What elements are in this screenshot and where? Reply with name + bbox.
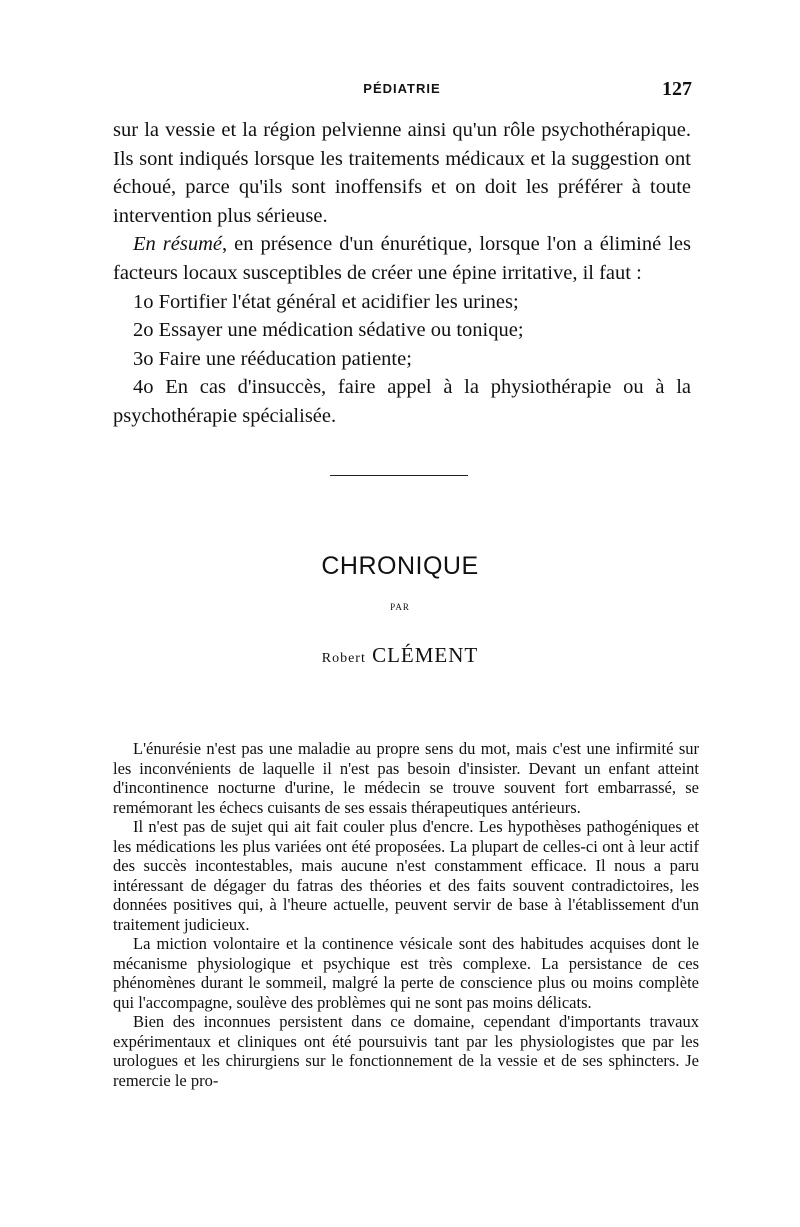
author-last-name: CLÉMENT — [372, 643, 479, 667]
section-divider — [330, 475, 468, 476]
continued-text — [113, 116, 691, 431]
body-paragraph-4: Bien des inconnues persistent dans ce domaine, cependant d'importants travaux expérimentaux et cliniques ont été poursuivis tant par les physiologistes que par les urologues et les chirurgiens sur le fonctionnement de la vessie et de ses sphincters. Je remercie le pro- — [113, 1012, 699, 1090]
summary-text: , en présence d'un énurétique, lorsque l'on a éliminé les facteurs locaux susceptibles de créer une épine irritative, il faut : — [113, 233, 691, 284]
running-title: PÉDIATRIE — [363, 81, 441, 96]
running-header — [112, 78, 692, 98]
list-item-1: 1o Fortifier l'état général et acidifier les urines; — [133, 290, 519, 313]
paragraph-summary — [113, 230, 691, 287]
list-item-3: 3o Faire une rééducation patiente; — [133, 347, 412, 370]
body-paragraph-3: La miction volontaire et la continence vésicale sont des habitudes acquises dont le mécanisme physiologique et psychique est très complexe. La persistance de ces phénomènes durant le sommeil, malgré la perte de conscience plus ou moins complète qui l'accompagne, soulève des problèmes qui ne sont pas moins délicats. — [113, 934, 699, 1012]
list-item-4: 4o En cas d'insuccès, faire appel à la physiothérapie ou à la psychothérapie spécialisée. — [113, 376, 691, 427]
summary-label: En résumé — [133, 233, 222, 256]
author-first-name: Robert — [321, 651, 366, 666]
section-title: CHRONIQUE — [321, 552, 479, 580]
body-paragraph-2: Il n'est pas de sujet qui ait fait couler plus d'encre. Les hypothèses pathogéniques et les médications les plus variées ont été proposées. La plupart de celles-ci ont à leur actif des succès incontestables, mais aucune n'est constamment efficace. Il nous a paru intéressant de dégager du fatras des théories et des faits souvent contradictoires, les données positives qui, à l'heure actuelle, peuvent servir de base à l'établissement d'un traitement judicieux. — [113, 817, 699, 934]
paragraph-continued: sur la vessie et la région pelvienne ainsi qu'un rôle psychothérapique. Ils sont indiqués lorsque les traitements médicaux et la suggestion ont échoué, parce qu'ils sont inoffensifs et on doit les préférer à toute intervention plus sérieuse. — [113, 119, 691, 227]
page-number: 127 — [662, 78, 692, 100]
list-item-2: 2o Essayer une médication sédative ou tonique; — [133, 319, 524, 342]
author-name — [0, 643, 800, 668]
body-paragraph-1: L'énurésie n'est pas une maladie au propre sens du mot, mais c'est une infirmité sur les inconvénients de laquelle il n'est pas besoin d'insister. Devant un enfant atteint d'incontinence nocturne d'urine, le médecin se trouve souvent fort embarrassé, se remémorant les échecs cuisants de ses essais thérapeutiques antérieurs. — [113, 739, 699, 817]
chronique-body — [113, 739, 699, 1090]
byline-par: PAR — [390, 602, 410, 612]
